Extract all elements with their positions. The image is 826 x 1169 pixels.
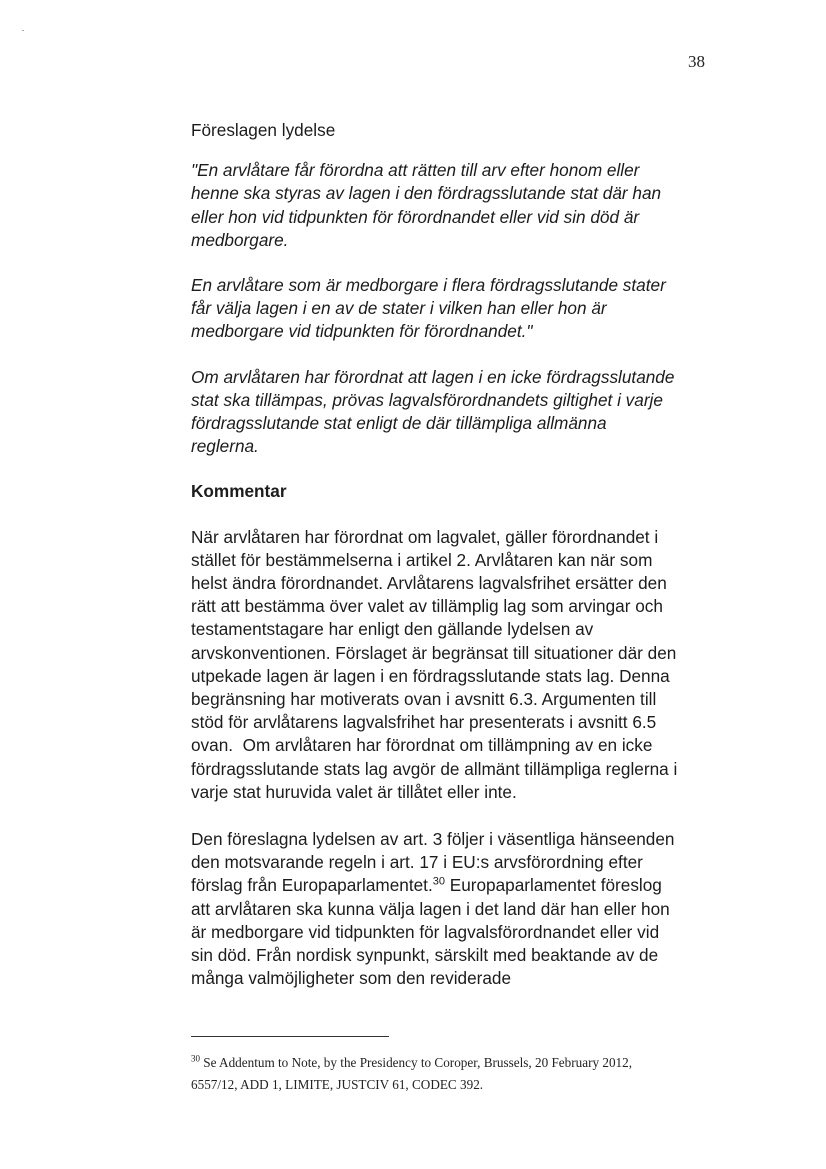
quote-line: stat ska tillämpas, prövas lagvalsförordnandets giltighet i varje: [191, 389, 663, 410]
commentary-paragraph-2: [191, 828, 721, 990]
quote-line: eller hon vid tidpunkten för förordnandet eller vid sin död är: [191, 206, 640, 227]
text-line: helst ändra förordnandet. Arvlåtarens lagvalsfrihet ersätter den: [191, 573, 667, 594]
commentary-heading: Kommentar: [191, 481, 287, 502]
page-number: 38: [688, 52, 705, 71]
text-line: arvskonventionen. Förslaget är begränsat till situationer där den: [191, 642, 677, 663]
text-span: Europaparlamentet föreslog: [444, 875, 662, 896]
footnote-number: 30: [191, 1053, 200, 1064]
text-line: rätt att bestämma över valet av tillämplig lag som arvingar och: [191, 596, 663, 617]
text-line: den motsvarande regeln i art. 17 i EU:s arvsförordning efter: [191, 852, 643, 873]
document-body: [191, 119, 721, 991]
proposed-text-quote-2: [191, 274, 721, 344]
quote-line: medborgare.: [191, 229, 289, 250]
footnote-line: 6557/12, ADD 1, LIMITE, JUSTCIV 61, CODEC 392.: [191, 1077, 484, 1092]
quote-line: medborgare vid tidpunkten för förordnandet.": [191, 321, 533, 342]
text-line: sin död. Från nordisk synpunkt, särskilt med beaktande av de: [191, 945, 659, 966]
text-line: är medborgare vid tidpunkten för lagvalsförordnandet eller vid: [191, 921, 660, 942]
text-line: När arvlåtaren har förordnat om lagvalet, gäller förordnandet i: [191, 526, 659, 547]
quote-line: Om arvlåtaren har förordnat att lagen i en icke fördragsslutande: [191, 366, 675, 387]
scan-speck: [22, 30, 24, 31]
text-line: testamentstagare har enligt den gällande lydelsen av: [191, 619, 594, 640]
footnote-reference[interactable]: 30: [432, 875, 445, 888]
quote-line: "En arvlåtare får förordna att rätten till arv efter honom eller: [191, 160, 640, 181]
quote-line: fördragsslutande stat enligt de där tillämpliga allmänna: [191, 413, 607, 434]
section-label: Föreslagen lydelse: [191, 120, 336, 140]
quote-line: reglerna.: [191, 436, 259, 457]
footnote: [191, 1052, 721, 1096]
quote-line: En arvlåtare som är medborgare i flera fördragsslutande stater: [191, 275, 666, 296]
proposed-text-quote-1: [191, 159, 721, 252]
proposed-text-quote-3: [191, 366, 721, 459]
quote-line: henne ska styras av lagen i den fördragsslutande stat där han: [191, 183, 662, 204]
text-line: varje stat huruvida valet är tillåtet eller inte.: [191, 781, 517, 802]
text-line: utpekade lagen är lagen i en fördragsslutande stats lag. Denna: [191, 665, 670, 686]
footnote-line: [191, 1052, 721, 1074]
text-line-with-footnote: [191, 874, 721, 897]
text-line: fördragsslutande stats lag avgör de allmänt tillämpliga reglerna i: [191, 758, 678, 779]
text-line: många valmöjligheter som den reviderade: [191, 968, 512, 989]
commentary-paragraph-1: [191, 526, 721, 804]
text-line: begränsning har motiverats ovan i avsnitt 6.3. Argumenten till: [191, 689, 657, 710]
text-line: stället för bestämmelserna i artikel 2. Arvlåtaren kan när som: [191, 549, 653, 570]
text-line: stöd för arvlåtarens lagvalsfrihet har presenterats i avsnitt 6.5: [191, 712, 657, 733]
text-line: att arvlåtaren ska kunna välja lagen i det land där han eller hon: [191, 898, 670, 919]
footnote-text: Se Addentum to Note, by the Presidency to Coroper, Brussels, 20 February 2012,: [200, 1055, 633, 1070]
text-line: Den föreslagna lydelsen av art. 3 följer i väsentliga hänseenden: [191, 829, 675, 850]
quote-line: får välja lagen i en av de stater i vilken han eller hon är: [191, 298, 607, 319]
footnote-separator: [191, 1036, 389, 1037]
text-span: förslag från Europaparlamentet.: [191, 875, 433, 896]
text-line: ovan. Om arvlåtaren har förordnat om tillämpning av en icke: [191, 735, 653, 756]
